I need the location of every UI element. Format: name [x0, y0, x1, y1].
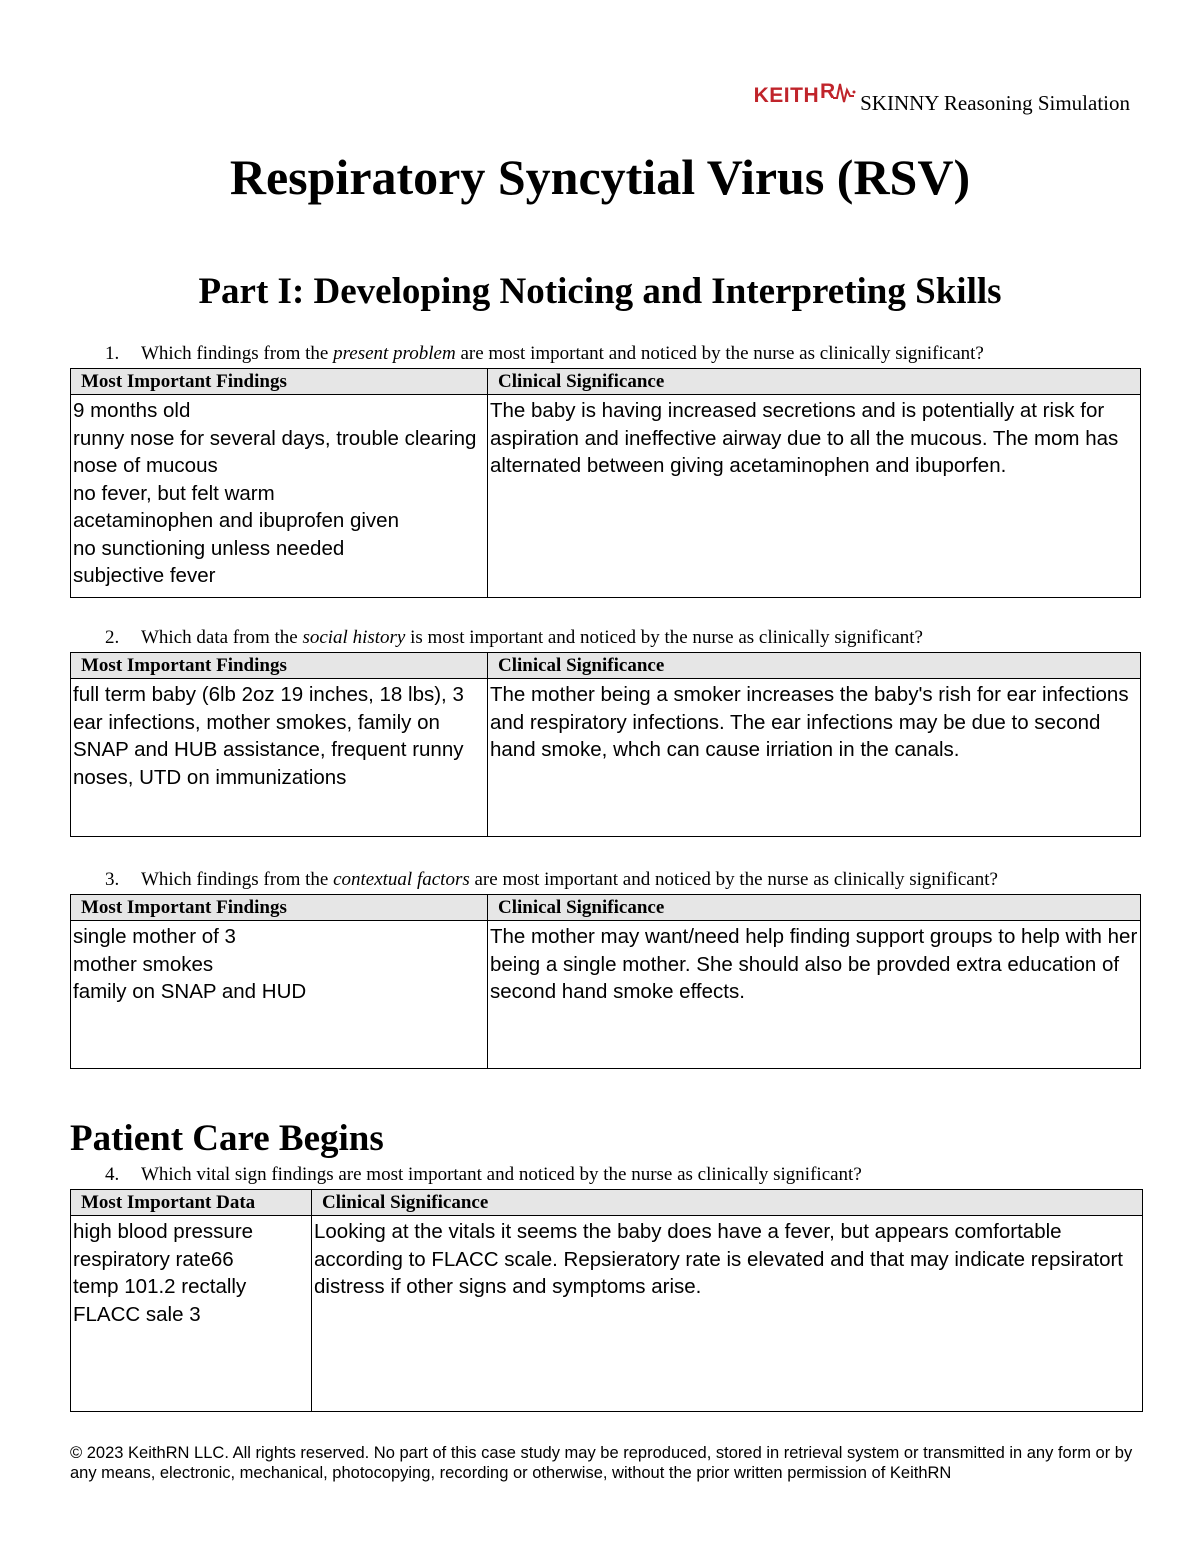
findings-cell: single mother of 3 mother smokes family on SNAP and HUD — [71, 921, 488, 1069]
question-emphasis: contextual factors — [333, 869, 470, 890]
question-2 — [105, 628, 923, 647]
question-4 — [105, 1165, 862, 1184]
header-tagline: SKINNY Reasoning Simulation — [860, 91, 1130, 115]
question-number: 2. — [105, 627, 120, 648]
question-text-end: is most important and noticed by the nurse as clinically significant? — [405, 627, 923, 648]
col-header-findings: Most Important Findings — [71, 369, 488, 395]
col-header-significance: Clinical Significance — [312, 1190, 1143, 1216]
significance-cell: The mother may want/need help finding support groups to help with her being a single mother. She should also be provded extra education of second hand smoke effects. — [488, 921, 1141, 1069]
question-text: Which findings from the — [141, 343, 334, 364]
significance-cell: The mother being a smoker increases the baby's rish for ear infections and respiratory infections. The ear infections may be due to second hand smoke, whch can cause irriation in the canals. — [488, 679, 1141, 837]
question-text-end: are most important and noticed by the nurse as clinically significant? — [455, 343, 984, 364]
col-header-significance: Clinical Significance — [488, 369, 1141, 395]
keithrn-logo — [754, 76, 857, 106]
question-number: 4. — [105, 1164, 120, 1185]
logo-rn-pulse-mark — [820, 76, 856, 106]
svg-text:R: R — [820, 80, 836, 103]
document-title: Respiratory Syncytial Virus (RSV) — [229, 149, 971, 205]
findings-table-3 — [70, 894, 1141, 1069]
question-emphasis: social history — [302, 627, 406, 648]
question-text: Which vital sign findings are most important and noticed by the nurse as clinically significant? — [141, 1164, 862, 1185]
question-number: 1. — [105, 343, 120, 364]
page-header — [753, 76, 1130, 115]
copyright-footer: © 2023 KeithRN LLC. All rights reserved. No part of this case study may be reproduced, stored in retrieval system or transmitted in any form or by any means, electronic, mechanical, photocopying, recording or otherwise, without the prior written permission of KeithRN — [70, 1444, 1133, 1482]
findings-cell: high blood pressure respiratory rate66 temp 101.2 rectally FLACC sale 3 — [71, 1216, 312, 1412]
question-text-end: are most important and noticed by the nurse as clinically significant? — [469, 869, 998, 890]
question-emphasis: present problem — [333, 343, 456, 364]
patient-care-title: Patient Care Begins — [70, 1118, 384, 1159]
question-text: Which findings from the — [141, 869, 334, 890]
findings-cell: 9 months old runny nose for several days, trouble clearing nose of mucous no fever, but felt warm acetaminophen and ibuprofen given no sunctioning unless needed subjective fever — [71, 395, 488, 598]
logo-text: KEITH — [753, 84, 820, 107]
col-header-data: Most Important Data — [71, 1190, 312, 1216]
question-1 — [105, 344, 984, 363]
col-header-significance: Clinical Significance — [488, 653, 1141, 679]
col-header-significance: Clinical Significance — [488, 895, 1141, 921]
significance-cell: The baby is having increased secretions and is potentially at risk for aspiration and ineffective airway due to all the mucous. The mom has alternated between giving acetaminophen and ibuporfen. — [488, 395, 1141, 598]
question-3 — [105, 870, 998, 889]
col-header-findings: Most Important Findings — [71, 653, 488, 679]
findings-cell: full term baby (6lb 2oz 19 inches, 18 lbs), 3 ear infections, mother smokes, family on SNAP and HUB assistance, frequent runny noses, UTD on immunizations — [71, 679, 488, 837]
col-header-findings: Most Important Findings — [71, 895, 488, 921]
vital-signs-table — [70, 1189, 1143, 1412]
findings-table-1 — [70, 368, 1141, 598]
significance-cell: Looking at the vitals it seems the baby does have a fever, but appears comfortable according to FLACC scale. Repsieratory rate is elevated and that may indicate repsiratort distress if other signs and symptoms arise. — [312, 1216, 1143, 1412]
findings-table-2 — [70, 652, 1141, 837]
part-title: Part I: Developing Noticing and Interpreting Skills — [198, 271, 1002, 312]
question-text: Which data from the — [141, 627, 303, 648]
question-number: 3. — [105, 869, 120, 890]
